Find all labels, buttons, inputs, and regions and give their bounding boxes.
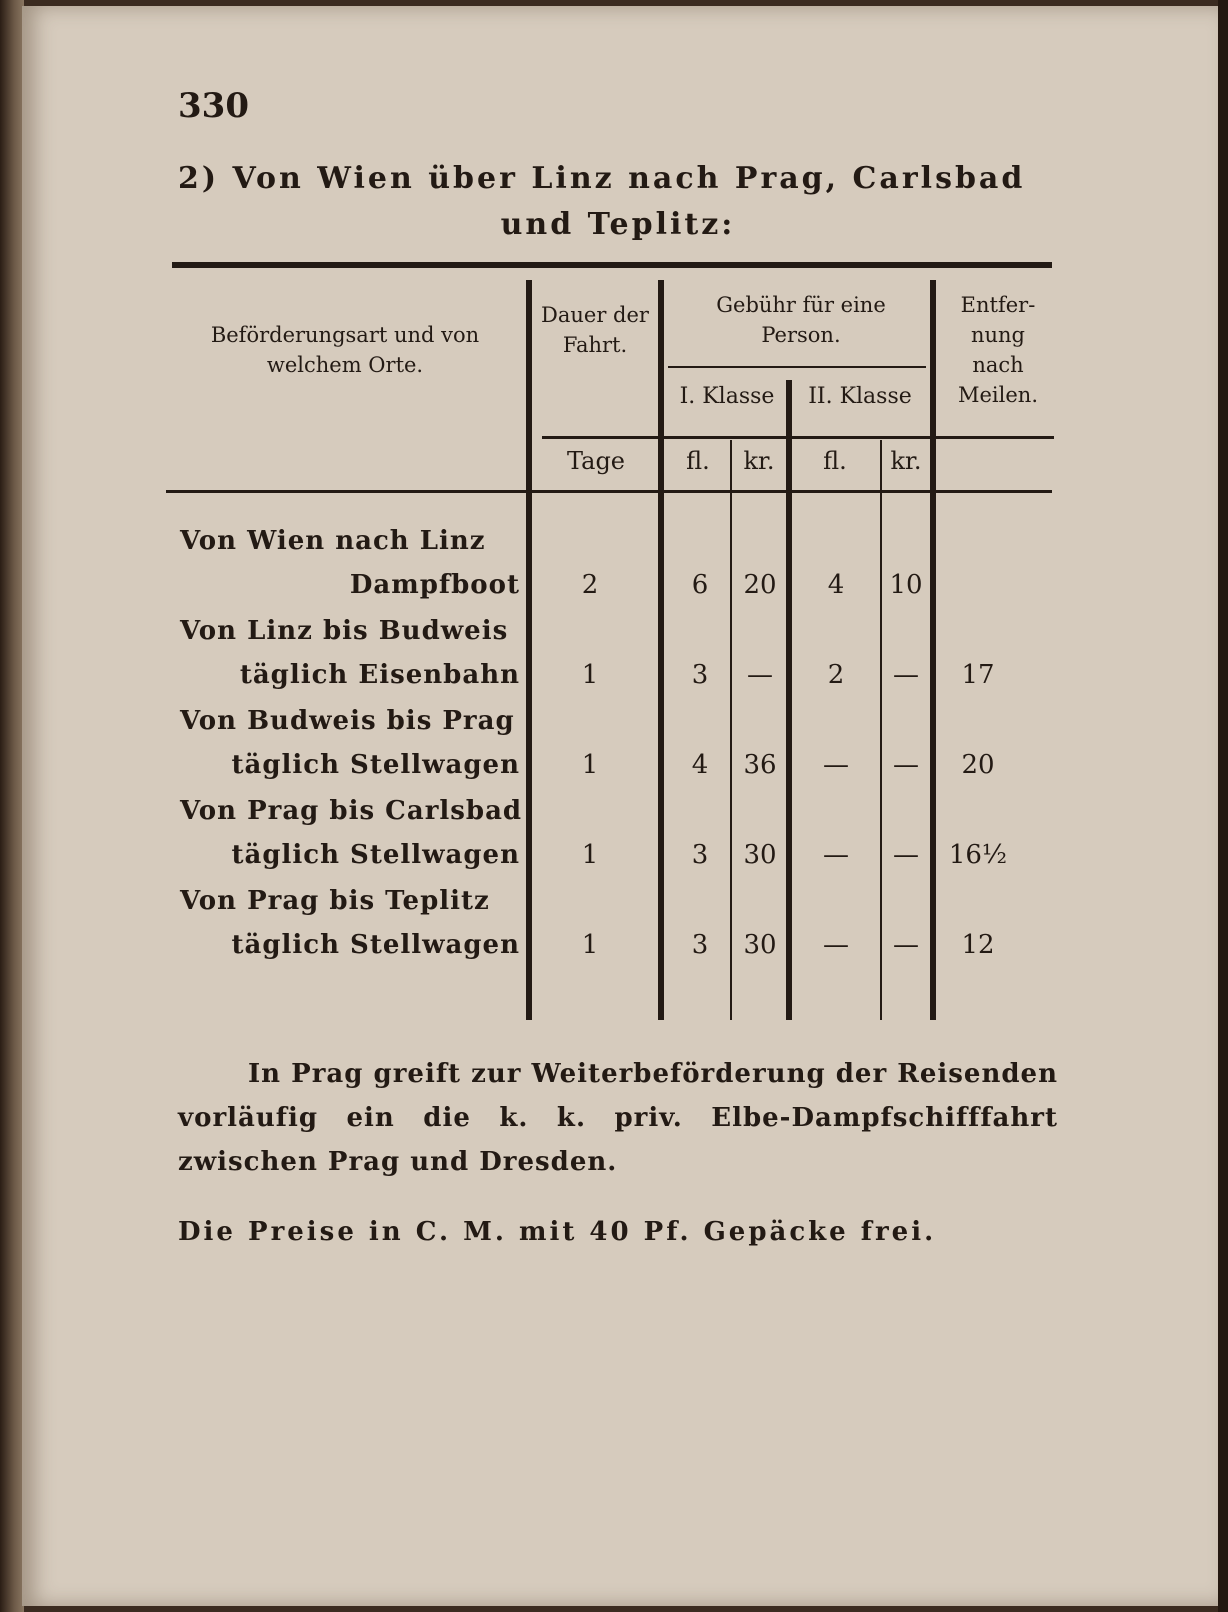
col-header-class2: II. Klasse (808, 384, 912, 409)
col-divider (786, 380, 792, 1020)
row-cell-kr2: — (893, 930, 919, 960)
row-cell-fl1: 3 (691, 930, 709, 960)
row-mode: täglich Eisenbahn (239, 660, 520, 690)
row-cell-days: 1 (581, 750, 599, 780)
paragraph-prices: Die Preise in C. M. mit 40 Pf. Gepäcke frei. (178, 1217, 937, 1247)
row-cell-fl2: — (823, 750, 849, 780)
row-cell-fl2: 4 (827, 570, 845, 600)
col-divider (526, 280, 532, 1020)
row-cell-kr1: — (747, 660, 773, 690)
row-cell-fl2: — (823, 930, 849, 960)
unit-fl-2: fl. (823, 447, 847, 475)
header-bottom-rule (166, 490, 1052, 493)
fee-subrule (668, 366, 926, 368)
col-header-transport: Beförderungsart und von welchem Orte. (210, 323, 480, 377)
table-top-rule (172, 262, 1052, 268)
row-mode: Dampfboot (349, 570, 520, 600)
row-route: Von Budweis bis Prag (180, 706, 515, 736)
page-number: 330 (178, 86, 249, 126)
row-route: Von Linz bis Budweis (180, 616, 509, 646)
row-cell-miles: 20 (961, 750, 995, 780)
row-cell-miles: 17 (961, 660, 995, 690)
row-cell-fl1: 3 (691, 840, 709, 870)
heading-line-2: und Teplitz: (500, 207, 736, 242)
col-header-fee: Gebühr für eine Person. (716, 293, 886, 347)
book-spine (0, 0, 24, 1612)
row-cell-kr1: 20 (743, 570, 777, 600)
row-route: Von Wien nach Linz (180, 526, 486, 556)
row-mode: täglich Stellwagen (231, 840, 520, 870)
row-cell-fl1: 6 (691, 570, 709, 600)
row-cell-miles: 12 (961, 930, 995, 960)
row-cell-kr1: 30 (743, 930, 777, 960)
row-mode: täglich Stellwagen (231, 750, 520, 780)
unit-kr-1: kr. (743, 447, 775, 475)
row-cell-kr2: 10 (889, 570, 923, 600)
row-route: Von Prag bis Carlsbad (180, 796, 523, 826)
col-divider (930, 280, 936, 1020)
row-cell-kr2: — (893, 840, 919, 870)
row-cell-days: 1 (581, 930, 599, 960)
col-header-class1: I. Klasse (679, 384, 775, 409)
col-divider (658, 280, 664, 1020)
row-cell-days: 1 (581, 660, 599, 690)
row-cell-days: 2 (581, 570, 599, 600)
row-cell-fl2: — (823, 840, 849, 870)
row-cell-fl1: 3 (691, 660, 709, 690)
row-route: Von Prag bis Teplitz (180, 886, 490, 916)
col-header-duration: Dauer der Fahrt. (541, 303, 649, 357)
section-heading (178, 156, 1058, 248)
col-header-distance: Entfer- nung nach Meilen. (958, 293, 1038, 407)
units-rule (542, 436, 1054, 439)
heading-line-1: 2) Von Wien über Linz nach Prag, Carlsbad (178, 161, 1026, 196)
row-cell-fl2: 2 (827, 660, 845, 690)
row-cell-days: 1 (581, 840, 599, 870)
unit-kr-2: kr. (890, 447, 922, 475)
row-cell-kr1: 36 (743, 750, 777, 780)
paragraph-elbe: In Prag greift zur Weiterbeförderung der Reisenden vorläufig ein die k. k. priv. Elbe-Dampfschifffahrt zwischen Prag und Dresden. (178, 1059, 1058, 1177)
row-mode: täglich Stellwagen (231, 930, 520, 960)
row-cell-fl1: 4 (691, 750, 709, 780)
unit-fl-1: fl. (686, 447, 710, 475)
row-cell-kr2: — (893, 660, 919, 690)
page-edge (1218, 0, 1228, 1612)
row-cell-kr2: — (893, 750, 919, 780)
row-cell-kr1: 30 (743, 840, 777, 870)
unit-days: Tage (566, 447, 626, 475)
row-cell-miles: 16½ (948, 840, 1008, 870)
